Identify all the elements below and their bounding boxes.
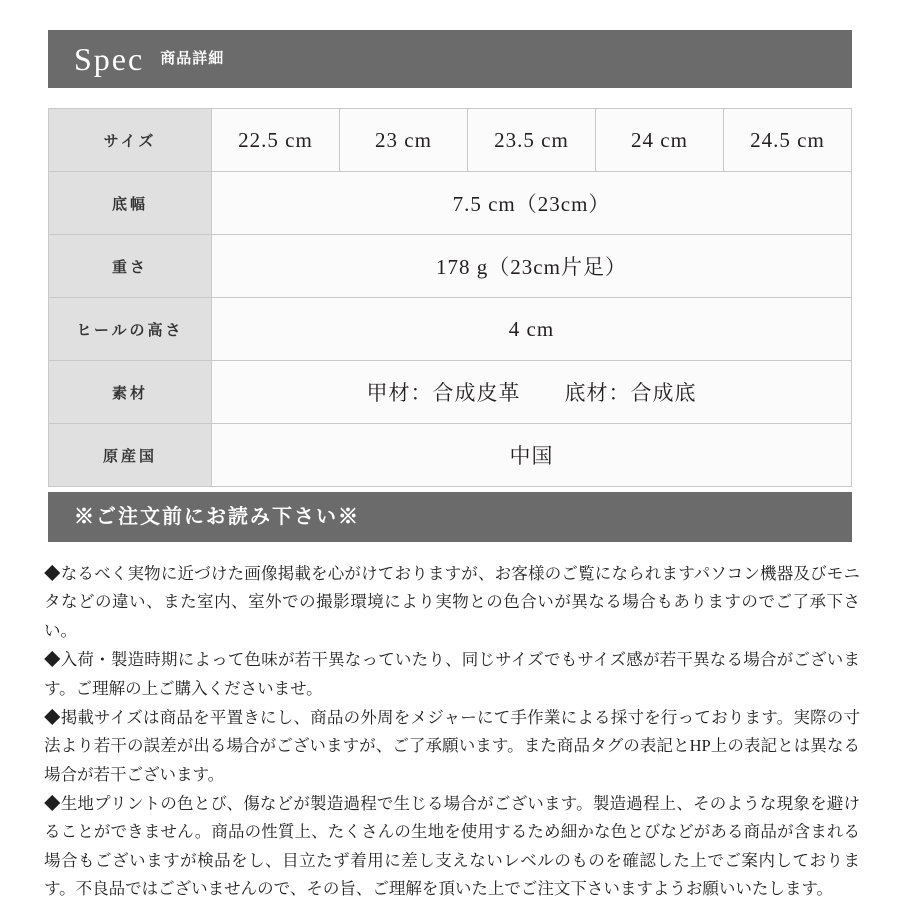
table-row (49, 361, 852, 424)
size-cell-2: 23.5 cm (468, 109, 596, 172)
row-value-origin: 中国 (212, 424, 852, 487)
row-value-heel-height: 4 cm (212, 298, 852, 361)
row-value-sole-width: 7.5 cm（23cm） (212, 172, 852, 235)
spec-subtitle: 商品詳細 (160, 49, 225, 67)
row-label-sole-width: 底幅 (49, 172, 212, 235)
spec-section-header (48, 30, 852, 88)
row-label-size: サイズ (49, 109, 212, 172)
table-row (49, 235, 852, 298)
notice-paragraph-4: ◆生地プリントの色とび、傷などが製造過程で生じる場合がございます。製造過程上、そのような現象を避けることができません。商品の性質上、たくさんの生地を使用するため細かな色とびなどがある商品が含まれる場合もございますが検品をし、目立たず着用に差し支えないレベルのものを確認した上でご案内しております。不良品ではございませんので、その旨、ご理解を頂いた上でご注文下さいますようお願いいたします。 (44, 794, 860, 899)
size-cell-0: 22.5 cm (212, 109, 340, 172)
notice-body (44, 560, 860, 905)
row-label-origin: 原産国 (49, 424, 212, 487)
table-row-sizes (49, 109, 852, 172)
size-cell-4: 24.5 cm (724, 109, 852, 172)
row-label-heel-height: ヒールの高さ (49, 298, 212, 361)
notice-paragraph-1: ◆なるべく実物に近づけた画像掲載を心がけておりますが、お客様のご覧になられますパソコン機器及びモニタなどの違い、また室内、室外での撮影環境により実物との色合いが異なる場合もありますのでご了承下さい。 (44, 564, 860, 640)
size-cell-3: 24 cm (596, 109, 724, 172)
row-label-weight: 重さ (49, 235, 212, 298)
notice-title: ※ご注文前にお読み下さい※ (74, 506, 360, 528)
spec-title: Spec (74, 41, 145, 77)
row-label-material: 素材 (49, 361, 212, 424)
table-row (49, 298, 852, 361)
table-row (49, 424, 852, 487)
table-row (49, 172, 852, 235)
notice-paragraph-2: ◆入荷・製造時期によって色味が若干異なっていたり、同じサイズでもサイズ感が若干異なる場合がございます。ご理解の上ご購入くださいませ。 (44, 650, 860, 698)
size-cell-1: 23 cm (340, 109, 468, 172)
row-value-material: 甲材：合成皮革 底材：合成底 (212, 361, 852, 424)
row-value-weight: 178 g（23cm片足） (212, 235, 852, 298)
notice-section-header (48, 492, 852, 542)
notice-paragraph-3: ◆掲載サイズは商品を平置きにし、商品の外周をメジャーにて手作業による採寸を行っております。実際の寸法より若干の誤差が出る場合がございますが、ご了承願います。また商品タグの表記とHP上の表記とは異なる場合が若干ございます。 (44, 707, 860, 784)
spec-table (48, 108, 852, 487)
